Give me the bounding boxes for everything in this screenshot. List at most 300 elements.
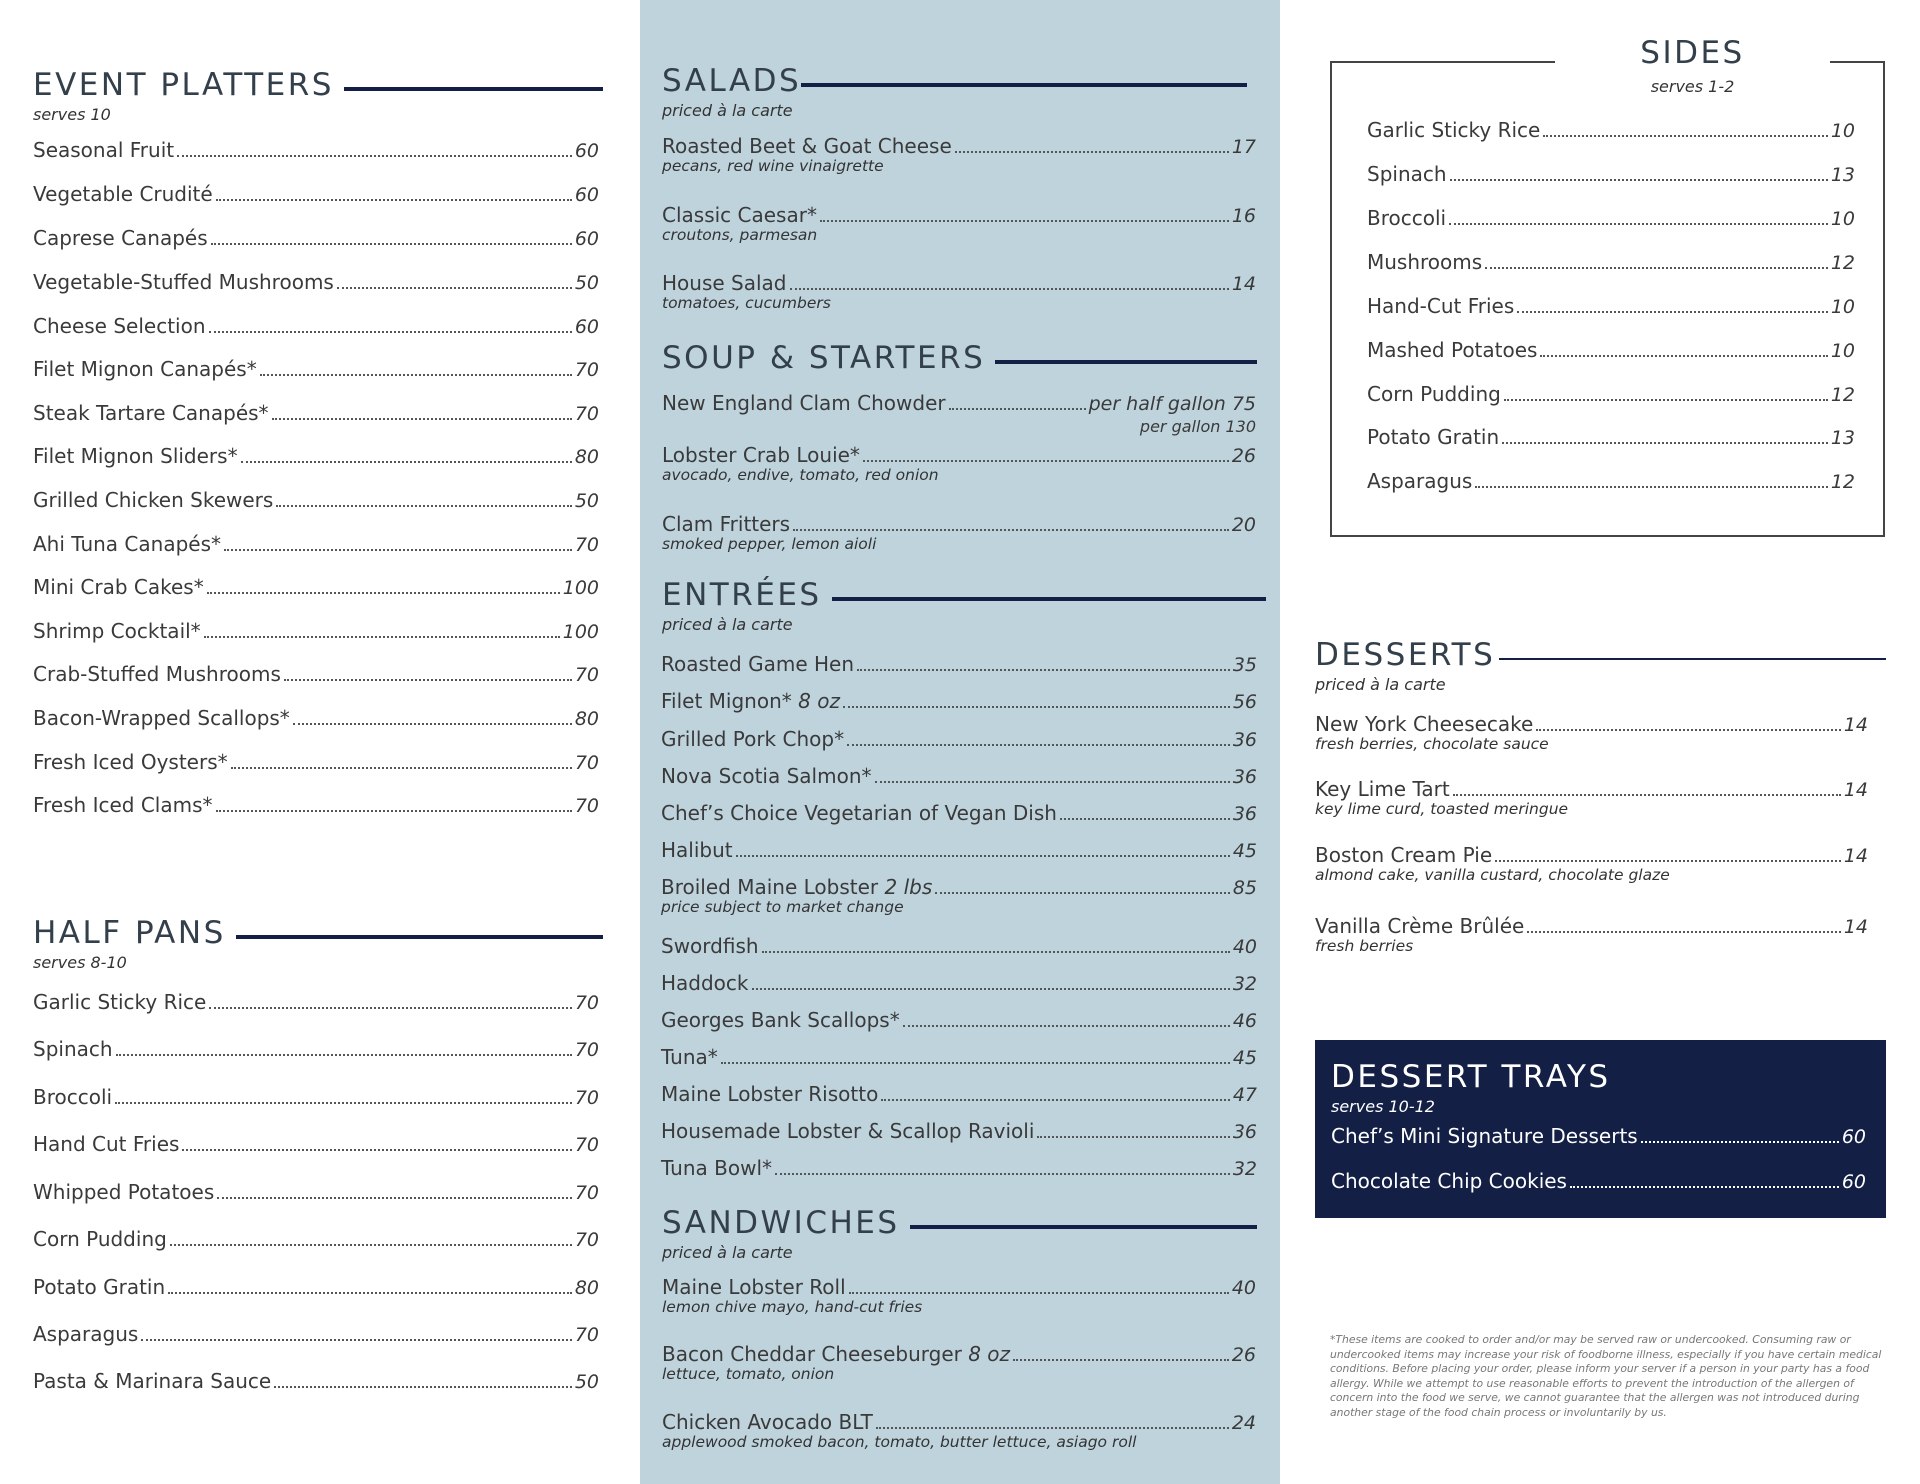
menu-item-name: [33, 314, 206, 338]
menu-item-price: 85: [1232, 877, 1257, 899]
menu-item-name-text: Cheese Selection: [33, 314, 206, 338]
menu-item-description: fresh berries, chocolate sauce: [1315, 735, 1549, 753]
dot-leader: [847, 744, 1230, 746]
dot-leader: [115, 1102, 572, 1104]
menu-item-price: 17: [1231, 136, 1256, 158]
menu-item-name-text: Chef’s Choice Vegetarian of Vegan Dish: [661, 801, 1057, 825]
menu-item-row: [661, 689, 1257, 713]
menu-item-name-text: Asparagus: [33, 1322, 139, 1346]
menu-item-description: price subject to market change: [661, 898, 904, 916]
menu-item: [662, 271, 1256, 312]
menu-item-name-text: Tuna*: [661, 1045, 718, 1069]
menu-item-price: 12: [1830, 471, 1855, 493]
menu-item-row: [1367, 118, 1855, 142]
menu-item-name: [661, 727, 844, 751]
section-header: [33, 67, 603, 103]
menu-item-name-text: Caprese Canapés: [33, 226, 208, 250]
menu-item: [33, 990, 599, 1014]
menu-item-row: [662, 391, 1256, 415]
menu-item-name-text: Spinach: [33, 1037, 113, 1061]
title-rule: [1499, 658, 1886, 660]
menu-item-price: 70: [574, 403, 599, 425]
menu-item-name: [1367, 250, 1482, 274]
section-header: [662, 1205, 1257, 1241]
sandwiches-section: [662, 1205, 1257, 1262]
dot-leader: [272, 418, 572, 420]
dot-leader: [1641, 1141, 1839, 1143]
sides-header: [1555, 35, 1830, 96]
menu-item-name-text: Ahi Tuna Canapés*: [33, 532, 221, 556]
menu-item-row: [662, 1410, 1256, 1434]
menu-item-description: lettuce, tomato, onion: [662, 1365, 835, 1383]
menu-item-description: tomatoes, cucumbers: [662, 294, 831, 312]
menu-item-name-text: Filet Mignon Canapés*: [33, 357, 257, 381]
section-subtitle: serves 1-2: [1650, 77, 1735, 96]
menu-item-price: 10: [1830, 208, 1855, 230]
dot-leader: [204, 636, 560, 638]
menu-item: [33, 314, 599, 338]
dot-leader: [721, 1062, 1230, 1064]
dot-leader: [141, 1339, 571, 1341]
menu-item-name: [33, 1369, 271, 1393]
menu-item-row: [33, 1037, 599, 1061]
dot-leader: [1543, 135, 1827, 137]
menu-item-row: [1315, 712, 1868, 736]
menu-item-price: 10: [1830, 296, 1855, 318]
menu-item-name: [33, 706, 290, 730]
menu-item-price: 14: [1843, 779, 1868, 801]
section-header: [33, 915, 603, 951]
menu-item-name-text: Chocolate Chip Cookies: [1331, 1169, 1567, 1193]
dot-leader: [1502, 442, 1828, 444]
menu-item-name: [33, 357, 257, 381]
menu-item-row: [661, 1156, 1257, 1180]
dessert-trays-box: [1315, 1040, 1886, 1218]
menu-item: [33, 532, 599, 556]
menu-item-name: [661, 838, 733, 862]
menu-item: [661, 727, 1257, 751]
menu-item-description: key lime curd, toasted meringue: [1315, 800, 1569, 818]
dot-leader: [1453, 794, 1841, 796]
menu-item-row: [1315, 843, 1868, 867]
menu-item-name: [1367, 469, 1472, 493]
menu-item-name-text: Broiled Maine Lobster: [661, 875, 879, 899]
menu-item-name-text: Bacon-Wrapped Scallops*: [33, 706, 290, 730]
menu-item-name: [33, 1322, 138, 1346]
dot-leader: [1495, 860, 1841, 862]
menu-item-price: 45: [1232, 840, 1257, 862]
menu-item: [1331, 1169, 1866, 1193]
menu-item-name: [1367, 382, 1501, 406]
menu-item-name: [661, 971, 749, 995]
menu-item-name: [1367, 162, 1447, 186]
dot-leader: [876, 1427, 1229, 1429]
dot-leader: [241, 461, 572, 463]
menu-item-price: 47: [1232, 1084, 1257, 1106]
menu-item-name: [1367, 118, 1540, 142]
dot-leader: [1540, 355, 1827, 357]
menu-item-row: [1367, 469, 1855, 493]
menu-item: [661, 1045, 1257, 1069]
menu-item-row: [33, 401, 599, 425]
menu-item: [33, 619, 599, 643]
menu-item-row: [662, 271, 1256, 295]
menu-item: [1367, 118, 1855, 142]
menu-item-name-text: Pasta & Marinara Sauce: [33, 1369, 272, 1393]
menu-item: [662, 391, 1256, 436]
menu-item: [1367, 469, 1855, 493]
menu-item-name: [1367, 425, 1499, 449]
menu-item: [33, 1037, 599, 1061]
menu-item-name: [33, 226, 208, 250]
section-header: [662, 340, 1257, 376]
menu-item-name-text: Potato Gratin: [33, 1275, 166, 1299]
menu-item: [1331, 1124, 1866, 1148]
menu-item-row: [33, 662, 599, 686]
dot-leader: [211, 243, 572, 245]
menu-item: [33, 1322, 599, 1346]
menu-item-name: [661, 1156, 772, 1180]
menu-item-price: 20: [1231, 514, 1256, 536]
menu-item-row: [661, 1119, 1257, 1143]
menu-item-name: [661, 934, 759, 958]
dot-leader: [224, 549, 572, 551]
title-rule: [910, 1225, 1257, 1229]
menu-item: [1315, 843, 1868, 884]
menu-item: [33, 401, 599, 425]
menu-item-name: [662, 271, 787, 295]
menu-item-size: 8 oz: [968, 1342, 1011, 1366]
menu-item-row: [1331, 1169, 1866, 1193]
menu-item-name: [1315, 777, 1450, 801]
menu-item-price: 60: [574, 316, 599, 338]
menu-item: [33, 1369, 599, 1393]
menu-item-row: [33, 226, 599, 250]
menu-item: [662, 443, 1256, 484]
dot-leader: [1037, 1136, 1229, 1138]
menu-item-name: [1315, 843, 1492, 867]
menu-item-name: [662, 134, 952, 158]
menu-item: [33, 182, 599, 206]
menu-item-row: [662, 512, 1256, 536]
menu-item: [1315, 914, 1868, 955]
menu-item-price: 70: [574, 1229, 599, 1251]
menu-item: [33, 1275, 599, 1299]
menu-item-price: 13: [1830, 164, 1855, 186]
menu-item-name: [1331, 1124, 1638, 1148]
menu-item-price: per half gallon 75: [1088, 393, 1256, 415]
menu-item-row: [662, 1342, 1256, 1366]
menu-item: [33, 750, 599, 774]
menu-item-name: [33, 444, 238, 468]
menu-item-name-text: Filet Mignon Sliders*: [33, 444, 238, 468]
menu-item: [662, 1410, 1256, 1451]
menu-item-name-text: New England Clam Chowder: [662, 391, 946, 415]
menu-item-name-text: Boston Cream Pie: [1315, 843, 1493, 867]
menu-item-price: 60: [574, 184, 599, 206]
dot-leader: [1485, 267, 1828, 269]
menu-item-name-text: Corn Pudding: [1367, 382, 1501, 406]
menu-item-price: 70: [574, 795, 599, 817]
menu-item-price: 12: [1830, 384, 1855, 406]
menu-item-description: fresh berries: [1315, 937, 1414, 955]
menu-item-price: 40: [1231, 1277, 1256, 1299]
menu-item-name: [33, 401, 269, 425]
menu-item-row: [662, 203, 1256, 227]
menu-item-description: applewood smoked bacon, tomato, butter lettuce, asiago roll: [662, 1433, 1137, 1451]
section-header: [1315, 637, 1886, 673]
menu-item-row: [661, 934, 1257, 958]
menu-item-name: [33, 1132, 179, 1156]
dot-leader: [752, 988, 1230, 990]
menu-item-name: [33, 793, 213, 817]
menu-item-name-text: New York Cheesecake: [1315, 712, 1534, 736]
menu-item-name: [662, 512, 790, 536]
menu-item-name: [33, 488, 273, 512]
menu-item-name: [33, 1275, 165, 1299]
menu-item-name: [662, 1410, 873, 1434]
dot-leader: [274, 1386, 572, 1388]
section-subtitle: serves 10: [33, 105, 111, 124]
dot-leader: [116, 1054, 572, 1056]
menu-item-row: [661, 1082, 1257, 1106]
dot-leader: [949, 408, 1086, 410]
menu-item-name: [661, 1082, 878, 1106]
menu-item-name-text: Asparagus: [1367, 469, 1473, 493]
menu-item-name-text: Mushrooms: [1367, 250, 1483, 274]
menu-item-price: 80: [574, 708, 599, 730]
dot-leader: [337, 287, 572, 289]
menu-item-price: 32: [1232, 1158, 1257, 1180]
dot-leader: [881, 1099, 1230, 1101]
menu-item-description: smoked pepper, lemon aioli: [662, 535, 877, 553]
dessert-trays-items: [1331, 1124, 1866, 1214]
menu-item: [662, 512, 1256, 553]
menu-item-name-text: Nova Scotia Salmon*: [661, 764, 872, 788]
menu-item-price: 56: [1232, 691, 1257, 713]
menu-item-row: [1331, 1124, 1866, 1148]
section-subtitle: priced à la carte: [662, 101, 793, 120]
menu-item-name: [661, 764, 872, 788]
menu-item-row: [33, 357, 599, 381]
menu-item-description: croutons, parmesan: [662, 226, 818, 244]
dot-leader: [843, 706, 1230, 708]
dot-leader: [849, 1292, 1229, 1294]
menu-item-name-text: Vegetable Crudité: [33, 182, 213, 206]
menu-item-row: [33, 619, 599, 643]
menu-item-row: [662, 443, 1256, 467]
menu-item-price: 35: [1232, 654, 1257, 676]
menu-item-price: 70: [574, 752, 599, 774]
menu-item: [33, 444, 599, 468]
menu-item: [661, 875, 1257, 916]
menu-item-row: [1367, 338, 1855, 362]
menu-item-name-text: Potato Gratin: [1367, 425, 1500, 449]
dot-leader: [863, 460, 1229, 462]
menu-item-price: 16: [1231, 205, 1256, 227]
menu-item-name-text: Corn Pudding: [33, 1227, 167, 1251]
menu-item-row: [661, 838, 1257, 862]
menu-item: [33, 488, 599, 512]
dot-leader: [168, 1292, 572, 1294]
dot-leader: [1517, 311, 1828, 313]
dot-leader: [1475, 486, 1827, 488]
menu-item-price: 80: [574, 1277, 599, 1299]
menu-item-name-text: Classic Caesar*: [662, 203, 817, 227]
menu-item: [661, 1156, 1257, 1180]
menu-item-name-text: Shrimp Cocktail*: [33, 619, 201, 643]
menu-item-price: 14: [1843, 714, 1868, 736]
menu-item-row: [33, 1369, 599, 1393]
menu-item-row: [1367, 382, 1855, 406]
menu-item-row: [33, 1275, 599, 1299]
menu-item-name-text: Fresh Iced Oysters*: [33, 750, 228, 774]
menu-item-size: 8 oz: [798, 689, 840, 713]
menu-item: [662, 1342, 1256, 1383]
menu-item: [33, 793, 599, 817]
menu-item-row: [33, 706, 599, 730]
menu-item-name: [33, 532, 221, 556]
menu-item: [661, 689, 1257, 713]
menu-item-name: [1331, 1169, 1567, 1193]
menu-item-price: 60: [574, 228, 599, 250]
menu-item-name: [661, 689, 840, 713]
menu-item-row: [1315, 914, 1868, 938]
menu-item-row: [1315, 777, 1868, 801]
section-title: SIDES: [1640, 35, 1745, 71]
menu-item-name-text: Filet Mignon*: [661, 689, 792, 713]
menu-item: [662, 134, 1256, 175]
menu-item-name-text: Roasted Game Hen: [661, 652, 855, 676]
menu-item-row: [33, 182, 599, 206]
dot-leader: [260, 374, 572, 376]
section-title: SOUP & STARTERS: [662, 340, 986, 376]
dot-leader: [1504, 399, 1828, 401]
dot-leader: [775, 1173, 1230, 1175]
section-subtitle: priced à la carte: [662, 615, 793, 634]
menu-item: [661, 1082, 1257, 1106]
menu-item-name: [662, 391, 946, 415]
menu-item-row: [33, 1180, 599, 1204]
dot-leader: [790, 288, 1229, 290]
menu-item-row: [661, 801, 1257, 825]
menu-item-price: 100: [562, 621, 599, 643]
menu-item-row: [33, 1227, 599, 1251]
section-title: SANDWICHES: [662, 1205, 900, 1241]
dot-leader: [231, 767, 572, 769]
menu-item-name: [662, 1275, 846, 1299]
section-title: HALF PANS: [33, 915, 226, 951]
menu-item: [661, 838, 1257, 862]
menu-item-price: 12: [1830, 252, 1855, 274]
menu-item: [33, 270, 599, 294]
half-pans-section: [33, 915, 603, 972]
menu-item-price: 70: [574, 992, 599, 1014]
menu-item-price: 60: [1841, 1126, 1866, 1148]
menu-item-name-text: Whipped Potatoes: [33, 1180, 215, 1204]
title-rule: [995, 360, 1257, 364]
menu-item-name-text: Chef’s Mini Signature Desserts: [1331, 1124, 1638, 1148]
menu-item: [33, 1085, 599, 1109]
menu-item-row: [33, 750, 599, 774]
menu-item-name-text: Haddock: [661, 971, 749, 995]
menu-item-description: almond cake, vanilla custard, chocolate glaze: [1315, 866, 1670, 884]
menu-item-name: [662, 443, 860, 467]
dot-leader: [209, 1007, 571, 1009]
menu-item-name-text: Chicken Avocado BLT: [662, 1410, 873, 1434]
dot-leader: [1060, 818, 1230, 820]
menu-item-price: 40: [1232, 936, 1257, 958]
menu-item-row: [661, 727, 1257, 751]
menu-item-row: [33, 270, 599, 294]
menu-item-price: 70: [574, 664, 599, 686]
menu-item-name: [33, 1180, 214, 1204]
menu-item-price: 60: [1841, 1171, 1866, 1193]
menu-item-row: [33, 138, 599, 162]
menu-item-price: 50: [574, 490, 599, 512]
section-title: ENTRÉES: [662, 577, 822, 613]
dot-leader: [207, 592, 560, 594]
menu-item-name-text: Clam Fritters: [662, 512, 791, 536]
menu-item-name-text: Maine Lobster Risotto: [661, 1082, 879, 1106]
menu-item-row: [1367, 250, 1855, 274]
section-title: SALADS: [662, 63, 802, 99]
menu-item: [1367, 162, 1855, 186]
menu-item-name: [661, 652, 854, 676]
menu-item-row: [1367, 206, 1855, 230]
menu-item-name-text: Roasted Beet & Goat Cheese: [662, 134, 952, 158]
menu-item: [33, 1227, 599, 1251]
menu-item-price: 50: [574, 1371, 599, 1393]
section-title: DESSERTS: [1315, 637, 1496, 673]
menu-item-name: [33, 182, 213, 206]
menu-item-name: [33, 138, 174, 162]
menu-item: [1367, 250, 1855, 274]
menu-item: [662, 1275, 1256, 1316]
menu-item-size: 2 lbs: [884, 875, 933, 899]
menu-item-price: 80: [574, 446, 599, 468]
menu-item: [661, 971, 1257, 995]
menu-item-row: [33, 532, 599, 556]
menu-item-name: [662, 1342, 1010, 1366]
menu-item-name-text: Broccoli: [33, 1085, 113, 1109]
menu-item: [1367, 382, 1855, 406]
menu-item-price: 45: [1232, 1047, 1257, 1069]
menu-item-name-text: Mini Crab Cakes*: [33, 575, 204, 599]
section-subtitle: priced à la carte: [662, 1243, 793, 1262]
menu-item-name-text: Steak Tartare Canapés*: [33, 401, 269, 425]
menu-item-row: [1367, 294, 1855, 318]
menu-item-name-text: Broccoli: [1367, 206, 1447, 230]
section-subtitle: serves 8-10: [33, 953, 127, 972]
menu-item-price: 70: [574, 1134, 599, 1156]
menu-item: [661, 1119, 1257, 1143]
menu-item-name: [1367, 206, 1446, 230]
menu-item-price: 36: [1232, 729, 1257, 751]
menu-item-name-text: Grilled Chicken Skewers: [33, 488, 274, 512]
menu-item-name-text: Georges Bank Scallops*: [661, 1008, 900, 1032]
menu-item-row: [33, 444, 599, 468]
menu-item: [661, 652, 1257, 676]
menu-item: [661, 801, 1257, 825]
menu-item-name: [661, 801, 1057, 825]
menu-item-name-text: Housemade Lobster & Scallop Ravioli: [661, 1119, 1035, 1143]
menu-item-price: 50: [574, 272, 599, 294]
dot-leader: [955, 151, 1229, 153]
menu-item: [33, 357, 599, 381]
menu-item-name-text: Vegetable-Stuffed Mushrooms: [33, 270, 334, 294]
menu-item-price: 100: [562, 577, 599, 599]
